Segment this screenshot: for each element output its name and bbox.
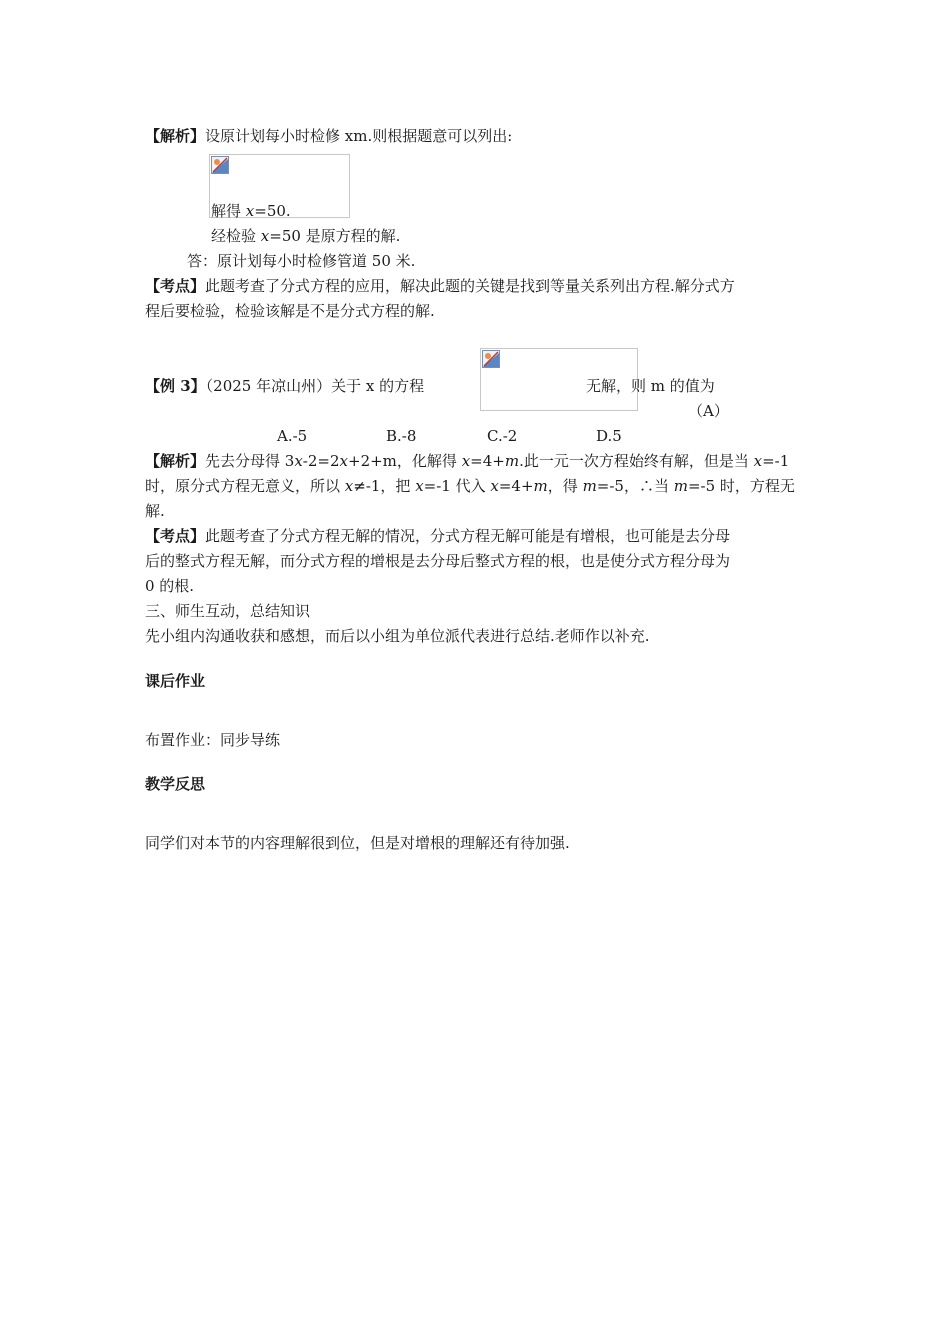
answer-line: 答：原计划每小时检修管道 50 米. — [187, 252, 416, 270]
solve-line — [211, 200, 291, 222]
text-span: .此一元一次方程始终有解，但是当 — [519, 452, 754, 470]
text-span: -2=2 — [302, 452, 340, 470]
point-text: 此题考查了分式方程无解的情况，分式方程无解可能是有增根，也可能是去分母 — [205, 527, 731, 545]
point-tag: 【考点】 — [145, 527, 206, 545]
section3-title: 三、师生互动，总结知识 — [145, 602, 311, 620]
solve-prefix: 解得 — [211, 202, 246, 220]
point-tag: 【考点】 — [145, 277, 206, 295]
option-c: C.-2 — [487, 427, 518, 445]
option-b: B.-8 — [386, 427, 417, 445]
ex3-analysis-line3: 解. — [145, 502, 165, 520]
reflection-text: 同学们对本节的内容理解很到位，但是对增根的理解还有待加强. — [145, 834, 570, 852]
ex2-point-line1 — [145, 275, 735, 297]
var-span: x — [490, 477, 499, 495]
point-text: 此题考查了分式方程的应用，解决此题的关键是找到等量关系列出方程.解分式方 — [205, 277, 735, 295]
text-span: ，得 — [547, 477, 583, 495]
example-source: （2025 年凉山州）关于 x 的方程 — [205, 377, 425, 395]
text-span: =-1 代入 — [423, 477, 491, 495]
text-span: =-5，∴当 — [596, 477, 674, 495]
text-span: =4+ — [470, 452, 505, 470]
var-span: m — [533, 477, 548, 495]
analysis-text: 设原计划每小时检修 xm.则根据题意可以列出: — [205, 127, 513, 145]
analysis-tag: 【解析】 — [145, 127, 206, 145]
text-span: =-1 — [762, 452, 790, 470]
ex3-point-line2: 后的整式方程无解，而分式方程的增根是去分母后整式方程的根，也是使分式方程分母为 — [145, 552, 731, 570]
broken-image-icon — [211, 156, 229, 174]
ex3-point-line1 — [145, 525, 730, 547]
ex2-analysis-line — [145, 125, 512, 147]
option-a: A.-5 — [277, 427, 308, 445]
var-span: x — [339, 452, 348, 470]
ex3-answer: （A） — [688, 402, 729, 420]
var-span: x — [344, 477, 354, 495]
broken-image-icon — [482, 350, 500, 368]
option-d: D.5 — [596, 427, 622, 445]
check-prefix: 经检验 — [211, 227, 261, 245]
ex2-point-line2: 程后要检验，检验该解是不是分式方程的解. — [145, 302, 435, 320]
solve-var: x — [245, 202, 255, 220]
text-span: 时，原分式方程无意义，所以 — [145, 477, 345, 495]
var-span: x — [461, 452, 471, 470]
check-rest: =50 是原方程的解. — [269, 227, 401, 245]
ex3-analysis-line1 — [145, 450, 789, 472]
var-span: m — [582, 477, 597, 495]
homework-heading: 课后作业 — [145, 672, 206, 690]
homework-text: 布置作业：同步导练 — [145, 731, 281, 749]
var-span: x — [753, 452, 763, 470]
check-var: x — [260, 227, 270, 245]
ex3-analysis-line2 — [145, 475, 795, 497]
text-span: =4+ — [498, 477, 534, 495]
section3-text: 先小组内沟通收获和感想，而后以小组为单位派代表进行总结.老师作以补充. — [145, 627, 650, 645]
analysis-tag: 【解析】 — [145, 452, 206, 470]
text-span: 先去分母得 3 — [205, 452, 295, 470]
ex3-point-line3: 0 的根. — [145, 577, 195, 595]
var-span: x — [415, 477, 424, 495]
text-span: +2+m，化解得 — [348, 452, 462, 470]
example-tag: 【例 3】 — [145, 377, 206, 395]
text-span: ≠-1，把 — [353, 477, 416, 495]
check-line — [211, 225, 400, 247]
ex3-title-line — [145, 375, 424, 397]
text-span: =-5 时，方程无 — [687, 477, 795, 495]
var-span: m — [504, 452, 520, 470]
ex3-tail: 无解，则 m 的值为 — [586, 377, 715, 395]
var-span: m — [673, 477, 688, 495]
solve-rest: =50. — [254, 202, 291, 220]
reflection-heading: 教学反思 — [145, 775, 206, 793]
var-span: x — [294, 452, 303, 470]
